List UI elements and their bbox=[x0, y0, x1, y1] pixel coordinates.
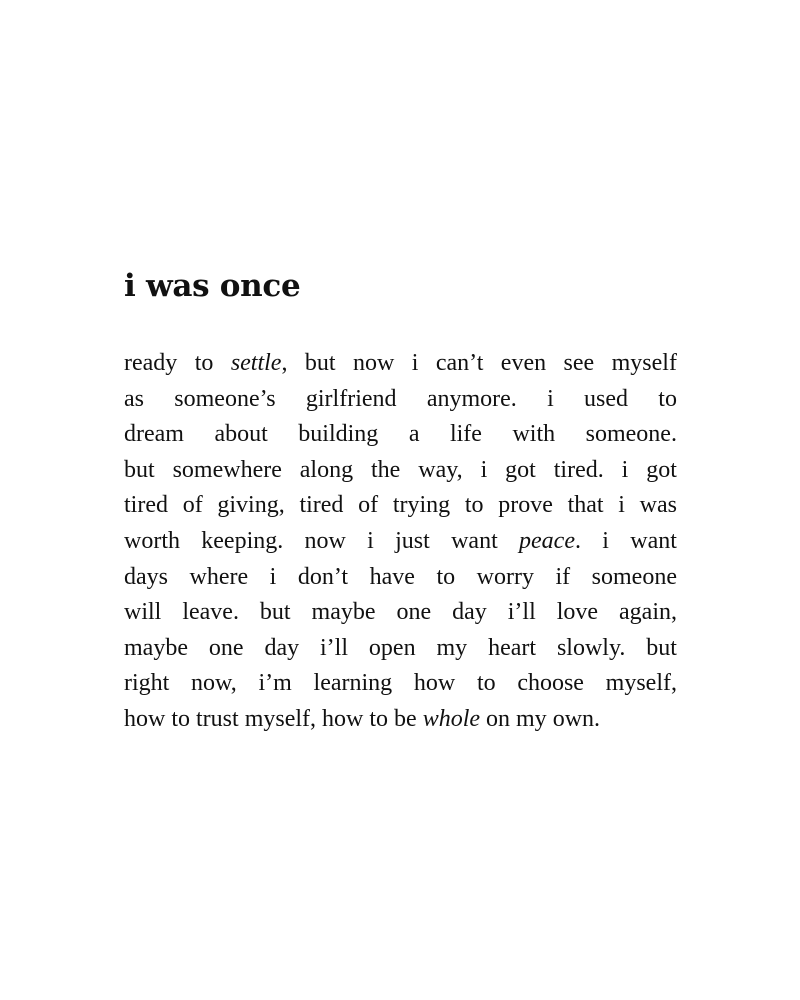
word: how bbox=[322, 705, 364, 732]
word: but bbox=[304, 350, 336, 376]
word: be bbox=[394, 705, 417, 732]
word: maybe bbox=[124, 634, 188, 661]
word: tired. bbox=[553, 456, 604, 483]
word: now bbox=[352, 350, 395, 376]
word: just bbox=[395, 527, 430, 554]
poem-line bbox=[124, 382, 677, 418]
word: maybe bbox=[311, 599, 376, 626]
word: building bbox=[298, 421, 379, 448]
poem-line bbox=[124, 560, 677, 596]
word: of bbox=[358, 492, 379, 519]
word: a bbox=[408, 421, 420, 448]
word: dream bbox=[124, 421, 184, 448]
word: again, bbox=[619, 599, 677, 626]
word: right bbox=[124, 670, 170, 697]
word: see bbox=[563, 350, 595, 376]
word: anymore. bbox=[426, 385, 517, 412]
word: i’m bbox=[258, 670, 292, 697]
word: but bbox=[646, 634, 677, 661]
word: along bbox=[299, 456, 354, 483]
word: trying bbox=[392, 492, 451, 519]
poem-line bbox=[124, 702, 677, 738]
word: day bbox=[452, 599, 487, 626]
word: life bbox=[449, 421, 482, 448]
word: prove bbox=[498, 492, 553, 519]
word: want bbox=[451, 527, 498, 554]
poem-line bbox=[124, 666, 677, 702]
word: that bbox=[567, 492, 604, 519]
word: trust bbox=[196, 705, 239, 732]
word: one bbox=[396, 599, 432, 626]
word: was bbox=[639, 492, 677, 519]
emphasized-word: settle bbox=[230, 350, 282, 376]
word: i bbox=[618, 492, 625, 519]
word: i bbox=[602, 527, 609, 554]
word: to bbox=[436, 563, 456, 590]
word: ready bbox=[124, 350, 178, 376]
word: somewhere bbox=[172, 456, 282, 483]
punctuation: , bbox=[281, 350, 288, 376]
word: as bbox=[124, 385, 144, 412]
word: even bbox=[500, 350, 547, 376]
word: to bbox=[194, 350, 214, 376]
word: used bbox=[584, 385, 629, 412]
word: girlfriend bbox=[305, 385, 397, 412]
word: own. bbox=[552, 705, 601, 732]
word: to bbox=[476, 670, 496, 697]
word: myself bbox=[611, 350, 677, 376]
word: i’ll bbox=[320, 634, 349, 661]
word: i bbox=[367, 527, 374, 554]
word: keeping. bbox=[201, 527, 284, 554]
word: to bbox=[171, 705, 191, 732]
punctuation: . bbox=[575, 527, 581, 554]
poem-line bbox=[124, 453, 677, 489]
word: i bbox=[621, 456, 629, 483]
word: to bbox=[369, 705, 389, 732]
poem-body bbox=[124, 346, 677, 738]
word: but bbox=[124, 456, 155, 483]
word: how bbox=[413, 670, 456, 697]
word: have bbox=[369, 563, 415, 590]
word: will bbox=[124, 599, 162, 626]
word: my bbox=[516, 705, 547, 732]
poem-line bbox=[124, 417, 677, 453]
word: to bbox=[464, 492, 484, 519]
word bbox=[423, 702, 480, 738]
word: learning bbox=[313, 670, 393, 697]
word: can’t bbox=[435, 350, 484, 376]
word: myself, bbox=[605, 670, 677, 697]
poem-line bbox=[124, 631, 677, 667]
word: now, bbox=[191, 670, 237, 697]
word: love bbox=[556, 599, 599, 626]
word: worth bbox=[124, 527, 180, 554]
poem-line bbox=[124, 488, 677, 524]
word: days bbox=[124, 563, 168, 590]
word: leave. bbox=[182, 599, 239, 626]
word: if bbox=[555, 563, 571, 590]
word: heart bbox=[488, 634, 537, 661]
word: someone’s bbox=[174, 385, 276, 412]
word: myself, bbox=[244, 705, 317, 732]
word: with bbox=[512, 421, 556, 448]
word: someone bbox=[591, 563, 677, 590]
word: i bbox=[411, 350, 419, 376]
word: how bbox=[124, 705, 166, 732]
word: on bbox=[486, 705, 511, 732]
poem-title: i was once bbox=[124, 268, 301, 304]
word: to bbox=[658, 385, 677, 412]
word: open bbox=[368, 634, 416, 661]
word: tired bbox=[124, 492, 168, 519]
word: way, bbox=[418, 456, 463, 483]
word: someone. bbox=[585, 421, 677, 448]
word: the bbox=[371, 456, 401, 483]
word: but bbox=[259, 599, 291, 626]
word: where bbox=[189, 563, 249, 590]
word: day bbox=[264, 634, 300, 661]
word: one bbox=[208, 634, 244, 661]
word: slowly. bbox=[556, 634, 626, 661]
word: of bbox=[182, 492, 203, 519]
word: choose bbox=[517, 670, 584, 697]
word: want bbox=[630, 527, 677, 554]
word: i bbox=[547, 385, 554, 412]
emphasized-word: peace bbox=[519, 527, 575, 554]
word: i bbox=[480, 456, 488, 483]
word bbox=[231, 346, 288, 382]
poem-line bbox=[124, 346, 677, 382]
word: about bbox=[214, 421, 268, 448]
word: got bbox=[646, 456, 677, 483]
poem-line bbox=[124, 595, 677, 631]
word bbox=[519, 524, 581, 560]
word: i’ll bbox=[507, 599, 536, 626]
emphasized-word: whole bbox=[422, 705, 481, 732]
word: now bbox=[304, 527, 346, 554]
word: got bbox=[505, 456, 536, 483]
word: my bbox=[436, 634, 468, 661]
word: don’t bbox=[297, 563, 349, 590]
word: tired bbox=[299, 492, 344, 519]
word: giving, bbox=[217, 492, 285, 519]
word: worry bbox=[476, 563, 534, 590]
word: i bbox=[269, 563, 277, 590]
poem-line bbox=[124, 524, 677, 560]
